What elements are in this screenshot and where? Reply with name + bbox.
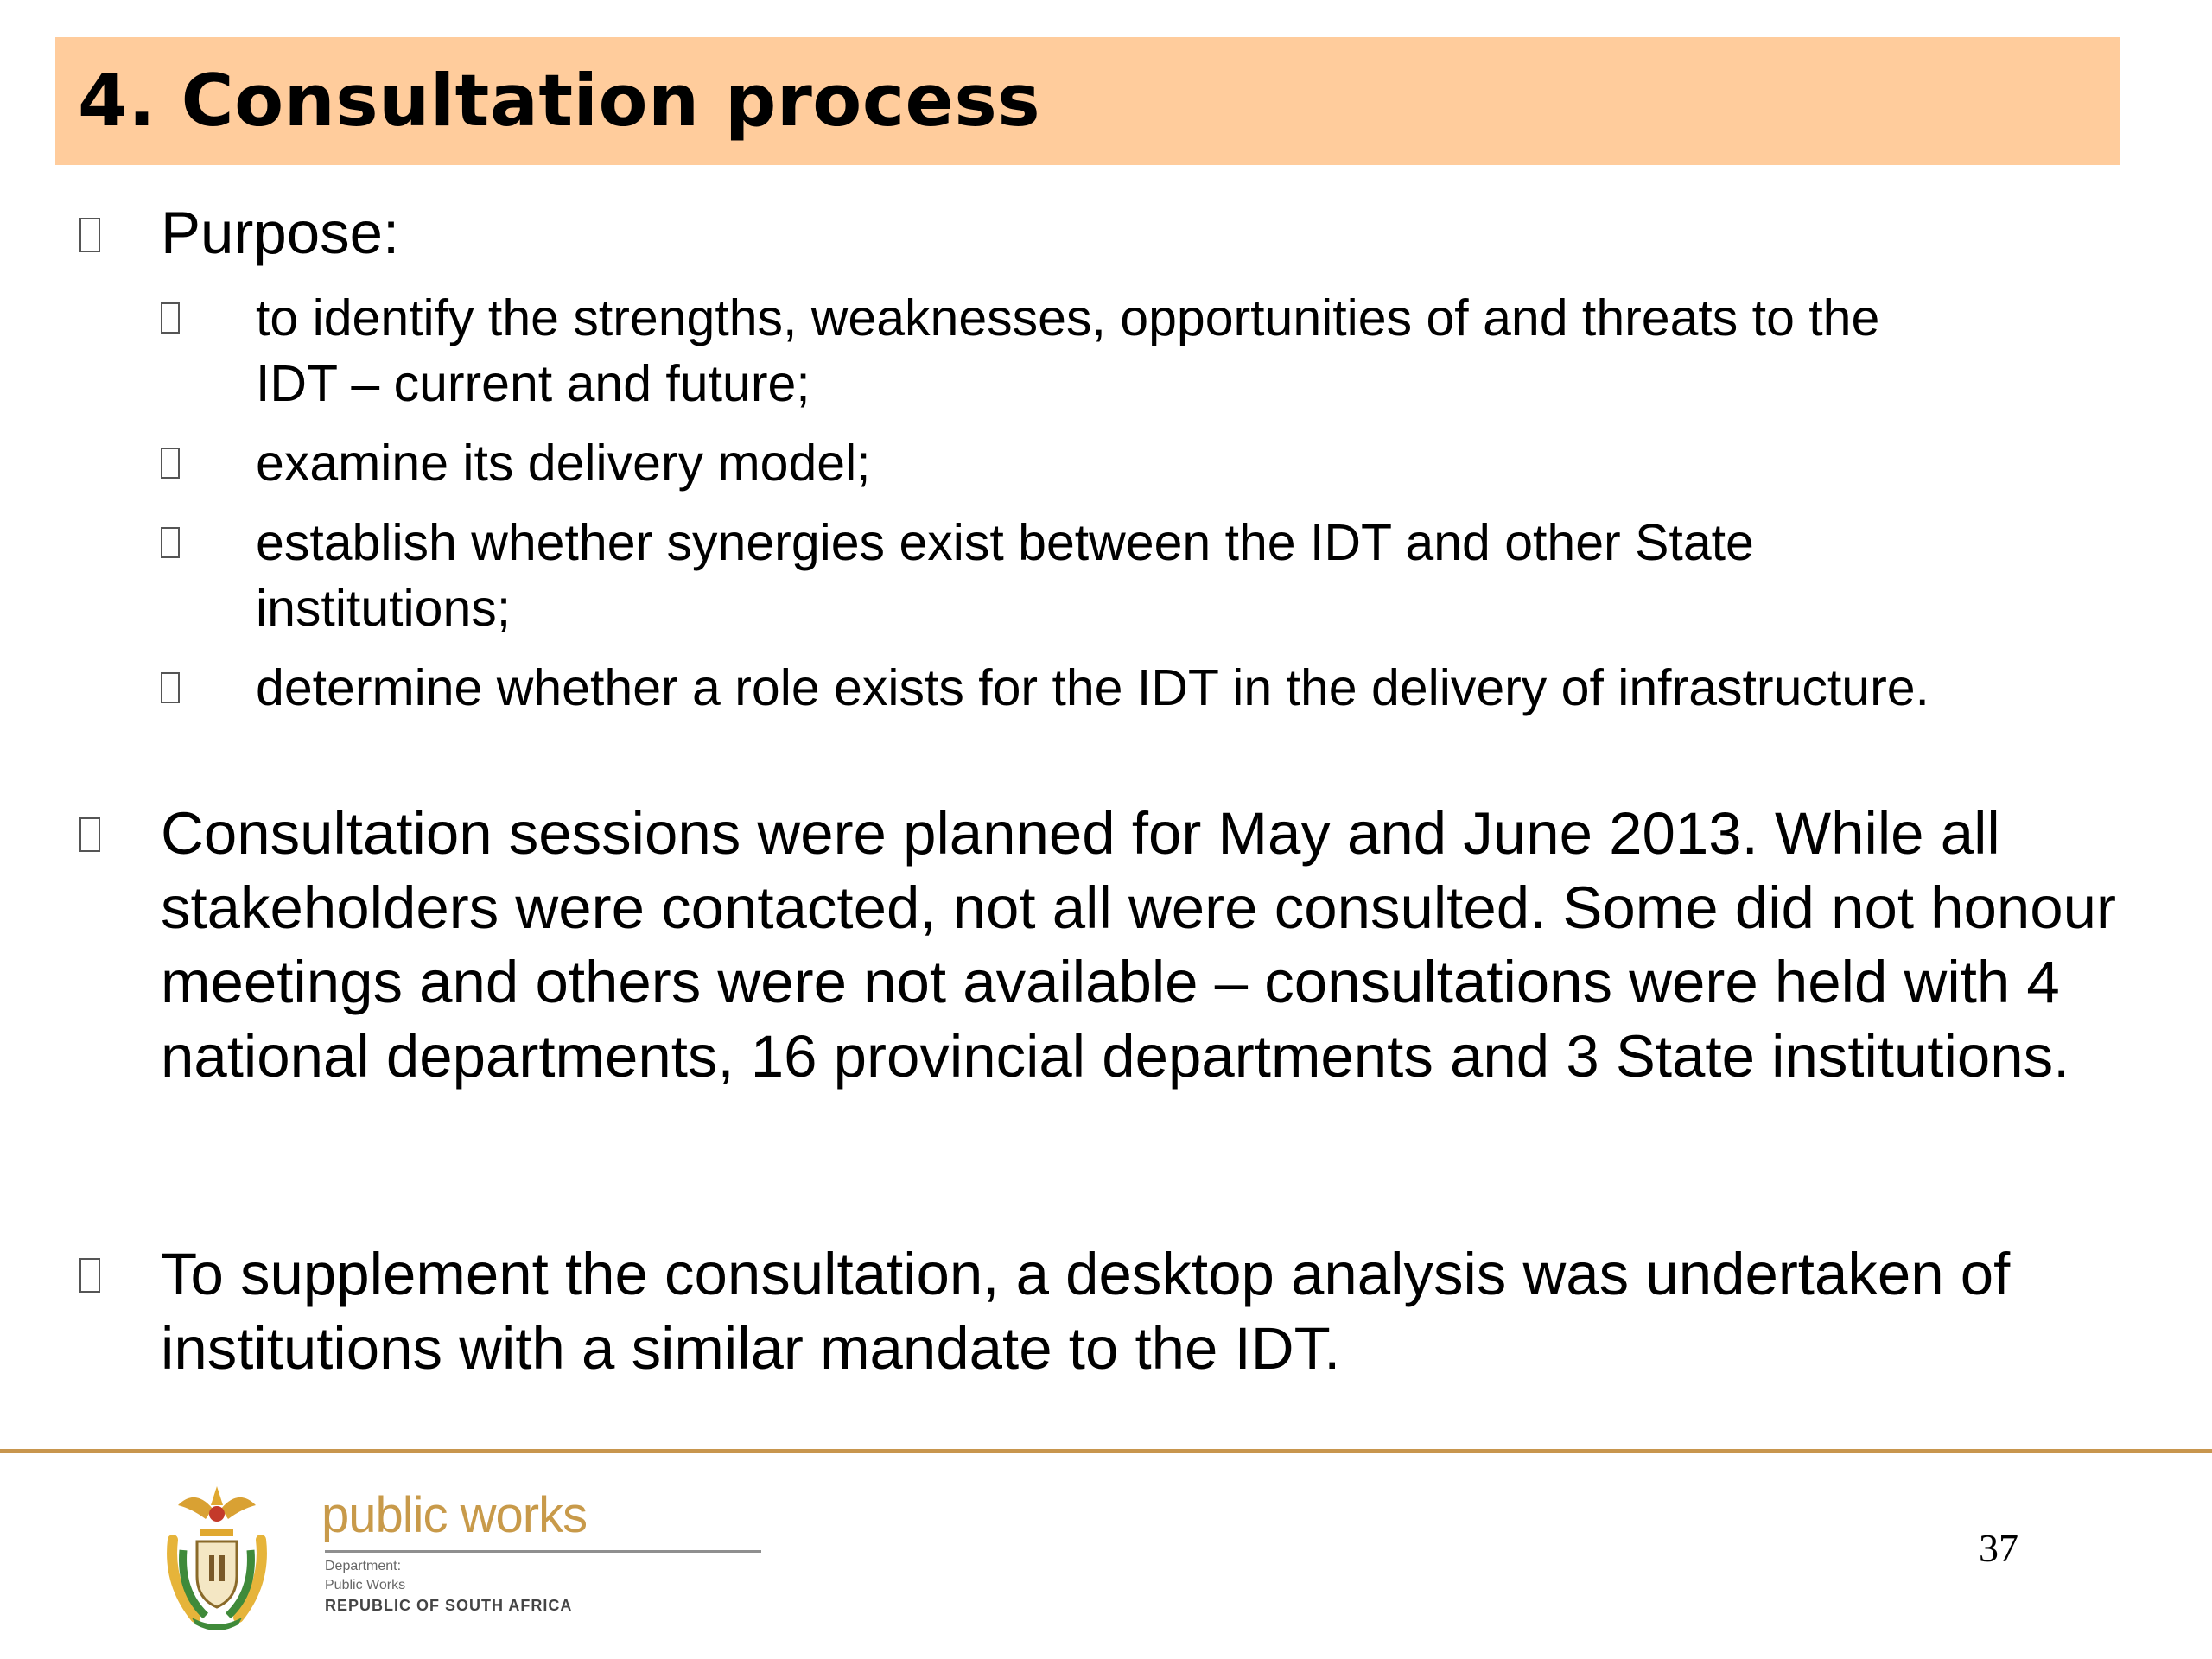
bullet-square-outline-icon [79,1258,100,1293]
sub-bullet-square-outline-icon [161,527,180,558]
page-number: 37 [1979,1526,2018,1570]
purpose-item-1-line2: IDT – current and future; [256,355,810,412]
consultation-paragraph: Consultation sessions were planned for May and June 2013. While all stakeholders were contacted, not all were consulted. Some did not honour meetings and others were not available – consultations were held with 4 national departments, 16 provincial departments and 3 State institutions. [161,800,2117,1090]
logo-rule [325,1550,761,1553]
logo-line-department: Department: [325,1559,402,1573]
title-bar [55,37,2120,165]
bullet-square-outline-icon [79,218,100,252]
purpose-item-1 [256,285,2122,416]
purpose-heading: Purpose: [161,200,400,266]
logo-line-country: REPUBLIC OF SOUTH AFRICA [325,1597,573,1614]
purpose-item-4: determine whether a role exists for the IDT in the delivery of infrastructure. [256,659,1929,716]
purpose-item-1-line1: to identify the strengths, weaknesses, opportunities of and threats to the [256,289,1880,346]
sub-bullet-square-outline-icon [161,302,180,334]
purpose-item-2: examine its delivery model; [256,435,871,492]
sub-bullet-square-outline-icon [161,448,180,479]
bullet-square-outline-icon [79,817,100,852]
purpose-item-3-line1: establish whether synergies exist between the IDT and other State [256,514,1754,571]
coat-of-arms-icon [161,1479,273,1635]
logo-wordmark: public works [321,1487,588,1543]
purpose-item-3 [256,510,2122,641]
footer-divider [0,1449,2212,1453]
supplement-paragraph: To supplement the consultation, a desktop analysis was undertaken of institutions with a similar mandate to the IDT. [161,1241,2011,1382]
purpose-item-3-line2: institutions; [256,580,512,637]
slide-title: 4. Consultation process [78,59,1041,143]
department-logo [161,1479,610,1635]
logo-line-public-works: Public Works [325,1578,406,1592]
sub-bullet-square-outline-icon [161,672,180,703]
